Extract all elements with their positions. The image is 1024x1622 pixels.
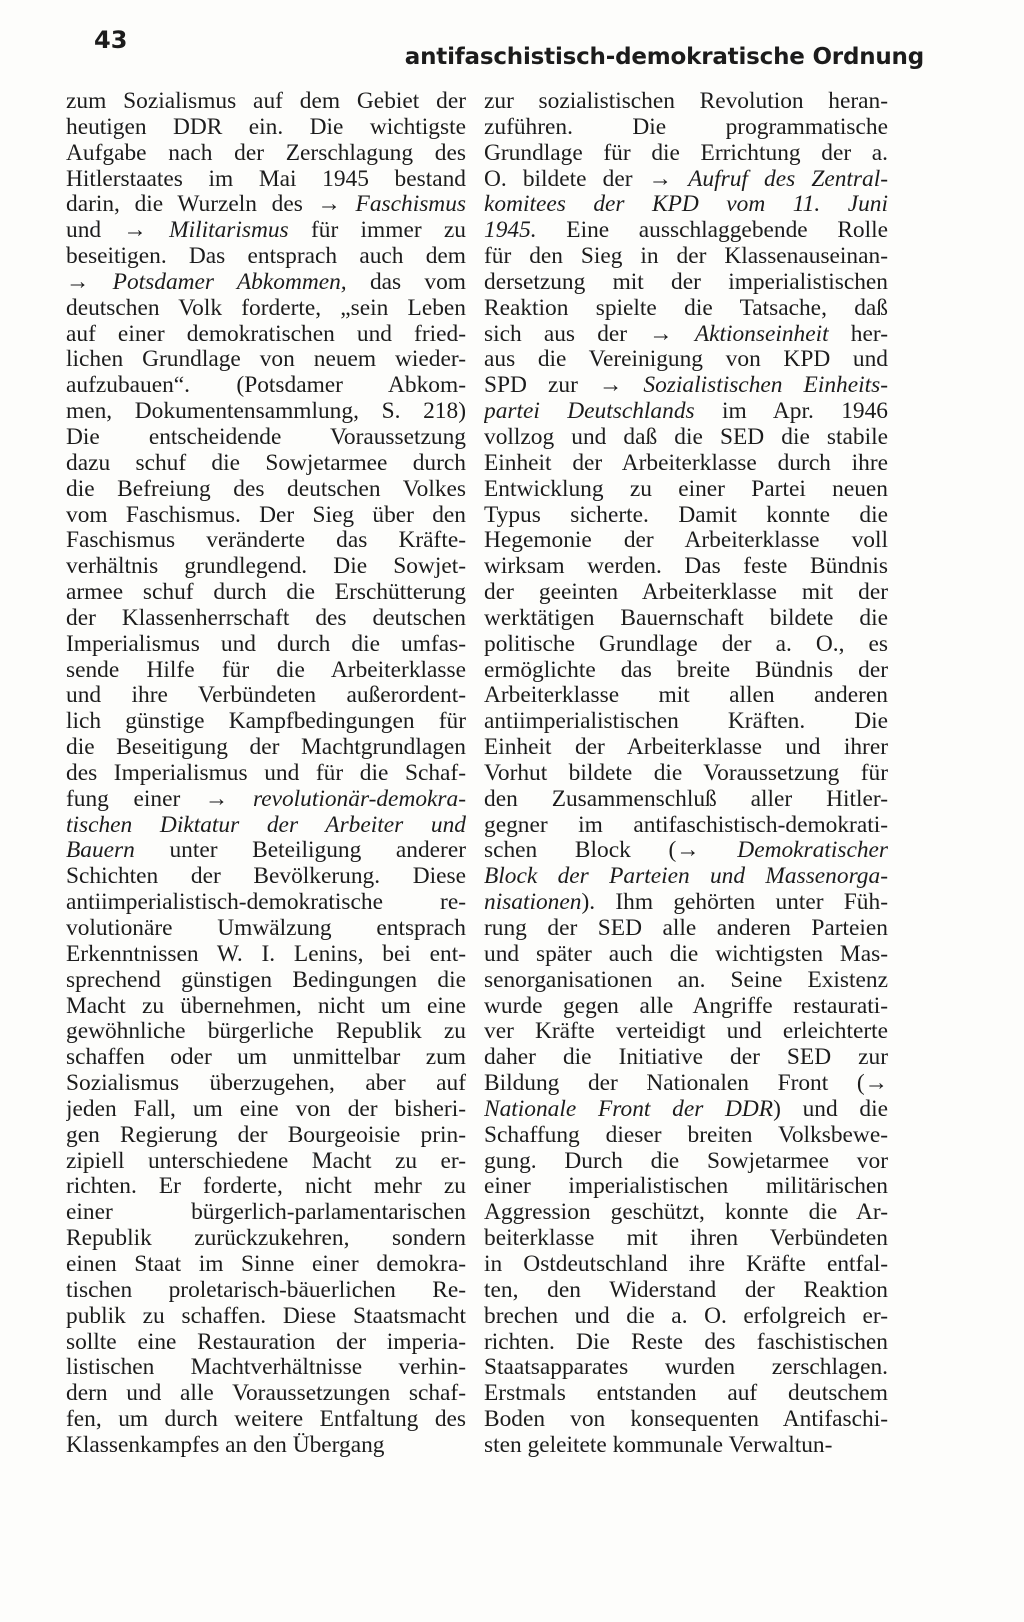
text-segment: und → (66, 218, 170, 244)
text-line (66, 813, 466, 839)
text-line (66, 916, 466, 942)
text-line (66, 192, 466, 218)
cross-reference-text: Block der Parteien und Massenorga- (484, 864, 888, 890)
text-line (66, 864, 466, 890)
text-line (66, 787, 466, 813)
text-segment: zipiell unterschiedene Macht zu er- (66, 1148, 466, 1174)
text-segment: die Befreiung des deutschen Volkes (66, 476, 466, 502)
text-segment: Klassenkampfes an den Übergang (66, 1432, 385, 1458)
text-line (66, 218, 466, 244)
text-line (484, 1226, 888, 1252)
text-segment: lichen Grundlage von neuem wieder- (66, 347, 466, 373)
text-segment: richten. Er forderte, nicht mehr zu (66, 1174, 466, 1200)
text-line (66, 1123, 466, 1149)
running-head: antifaschistisch-demokratische Ordnung (404, 44, 924, 70)
text-line (66, 1019, 466, 1045)
text-line (484, 347, 888, 373)
text-line (484, 1330, 888, 1356)
text-segment: verhältnis grundlegend. Die Sowjet- (66, 554, 466, 580)
text-line (66, 425, 466, 451)
text-segment: sten geleitete kommunale Verwaltun- (484, 1432, 833, 1458)
cross-reference-text: Sozialistischen Einheits- (643, 373, 888, 399)
text-segment: Vorhut bildete die Voraussetzung für (484, 760, 888, 786)
text-line (484, 864, 888, 890)
text-line (484, 322, 888, 348)
text-segment: aufzubauen“. (Potsdamer Abkom- (66, 373, 466, 399)
text-segment: ). Ihm gehörten unter Füh- (581, 890, 888, 916)
text-segment: und später auch die wichtigsten Mas- (484, 941, 888, 967)
text-line (484, 244, 888, 270)
cross-reference-text: tischen Diktatur der Arbeiter und (66, 812, 466, 838)
text-line (484, 1071, 888, 1097)
cross-reference-text: Aktionseinheit (694, 321, 829, 347)
text-line (484, 761, 888, 787)
cross-reference-text: Militarismus (169, 218, 289, 244)
text-segment: Einheit der Arbeiterklasse durch ihre (484, 450, 888, 476)
text-segment: zum Sozialismus auf dem Gebiet der (66, 89, 466, 114)
text-line (484, 1174, 888, 1200)
text-line (484, 787, 888, 813)
text-line (484, 554, 888, 580)
text-line (66, 1071, 466, 1097)
text-segment: → (66, 269, 113, 295)
text-line (66, 528, 466, 554)
text-line (66, 270, 466, 296)
text-segment: Einheit der Arbeiterklasse und ihrer (484, 735, 888, 761)
cross-reference-text: Demokratischer (737, 838, 888, 864)
text-line (66, 1433, 466, 1459)
text-line (484, 141, 888, 167)
text-line (66, 347, 466, 373)
text-segment: daher die Initiative der SED zur (484, 1045, 888, 1071)
text-line (484, 425, 888, 451)
text-segment: listischen Machtverhältnisse verhin- (66, 1355, 466, 1381)
text-line (66, 1174, 466, 1200)
text-line (484, 167, 888, 193)
text-segment: beseitigen. Das entsprach auch dem (66, 244, 466, 270)
text-line (66, 1200, 466, 1226)
text-segment: Republik zurückzukehren, sondern (66, 1226, 466, 1252)
text-segment: gegner im antifaschistisch-demokrati- (484, 812, 888, 838)
text-segment: Arbeiterklasse mit allen anderen (484, 683, 888, 709)
text-segment: tischen proletarisch-bäuerlichen Re- (66, 1277, 466, 1303)
text-segment: Reaktion spielte die Tatsache, daß (484, 295, 888, 321)
text-segment: den Zusammenschluß aller Hitler- (484, 786, 888, 812)
text-segment: darin, die Wurzeln des → (66, 192, 356, 218)
text-line (66, 1381, 466, 1407)
text-segment: Eine ausschlaggebende Rolle (536, 218, 888, 244)
text-segment: antiimperialistisch-demokratische re- (66, 890, 466, 916)
text-line (66, 322, 466, 348)
text-segment: ) und die (773, 1096, 888, 1122)
text-line (484, 942, 888, 968)
text-segment: in Ostdeutschland ihre Kräfte entfal- (484, 1251, 888, 1277)
text-line (484, 270, 888, 296)
text-line (66, 942, 466, 968)
text-column-left (66, 89, 466, 1459)
text-line (66, 709, 466, 735)
text-segment: volutionäre Umwälzung entsprach (66, 916, 466, 941)
text-segment: beiterklasse mit ihren Verbündeten (484, 1226, 888, 1252)
text-segment: der geeinten Arbeiterklasse mit der (484, 580, 888, 606)
cross-reference-text: Aufruf des Zentral- (688, 166, 888, 192)
text-line (484, 813, 888, 839)
text-line (66, 89, 466, 115)
text-line (484, 1407, 888, 1433)
text-segment: fung einer → (66, 786, 253, 812)
cross-reference-text: Nationale Front der DDR (484, 1096, 774, 1122)
text-segment: Schichten der Bevölkerung. Diese (66, 864, 466, 890)
cross-reference-text: Faschismus (355, 192, 466, 218)
text-segment: Aggression geschützt, konnte die Ar- (484, 1200, 888, 1226)
text-line (484, 1045, 888, 1071)
text-segment: schaffen oder um unmittelbar zum (66, 1045, 466, 1071)
text-line (66, 658, 466, 684)
text-segment: SPD zur → (484, 373, 644, 399)
text-segment: armee schuf durch die Erschütterung (66, 580, 466, 606)
text-segment: dern und alle Voraussetzungen schaf- (66, 1381, 466, 1407)
text-line (66, 994, 466, 1020)
text-segment: Grundlage für die Errichtung der a. (484, 140, 888, 166)
text-line (484, 1097, 888, 1123)
text-segment: ver Kräfte verteidigt und erleichterte (484, 1019, 888, 1045)
text-segment: die Beseitigung der Machtgrundlagen (66, 735, 466, 761)
text-line (66, 399, 466, 425)
text-line (484, 89, 888, 115)
text-line (484, 192, 888, 218)
text-line (66, 890, 466, 916)
text-segment: rung der SED alle anderen Parteien (484, 916, 888, 941)
text-line (484, 218, 888, 244)
text-segment: für den Sieg in der Klassenauseinan- (484, 244, 888, 270)
text-segment: sich aus der → (484, 321, 695, 347)
text-segment: für immer zu (288, 218, 466, 244)
text-segment: fen, um durch weitere Entfaltung des (66, 1407, 466, 1433)
text-line (484, 1252, 888, 1278)
text-line (66, 580, 466, 606)
text-line (66, 1330, 466, 1356)
text-segment: sprechend günstigen Bedingungen die (66, 967, 466, 993)
text-segment: Entwicklung zu einer Partei neuen (484, 476, 888, 502)
text-line (66, 167, 466, 193)
text-segment: Schaffung dieser breiten Volksbewe- (484, 1122, 888, 1148)
text-line (66, 451, 466, 477)
text-segment: das vom (346, 269, 466, 295)
text-segment: einer imperialistischen militärischen (484, 1174, 888, 1200)
page-number: 43 (94, 26, 128, 54)
text-segment: deutschen Volk forderte, „sein Leben (66, 295, 466, 321)
text-line (66, 632, 466, 658)
text-segment: richten. Die Reste des faschistischen (484, 1329, 888, 1355)
text-line (484, 399, 888, 425)
text-line (484, 838, 888, 864)
text-segment: dazu schuf die Sowjetarmee durch (66, 450, 466, 476)
text-line (66, 554, 466, 580)
text-line (484, 503, 888, 529)
text-segment: politische Grundlage der a. O., es (484, 631, 888, 657)
text-line (484, 528, 888, 554)
text-line (66, 1226, 466, 1252)
text-line (66, 1278, 466, 1304)
text-line (484, 1149, 888, 1175)
text-line (484, 709, 888, 735)
text-segment: sende Hilfe für die Arbeiterklasse (66, 657, 466, 683)
text-segment: unter Beteiligung anderer (134, 838, 466, 864)
text-segment: Hegemonie der Arbeiterklasse voll (484, 528, 888, 554)
text-segment: schen Block (→ (484, 838, 738, 864)
text-line (484, 683, 888, 709)
text-line (484, 606, 888, 632)
text-line (484, 451, 888, 477)
text-segment: wurde gegen alle Angriffe restaurati- (484, 993, 888, 1019)
text-segment: men, Dokumentensammlung, S. 218) (66, 399, 466, 425)
text-segment: einen Staat im Sinne einer demokra- (66, 1251, 466, 1277)
text-segment: Faschismus veränderte das Kräfte- (66, 528, 466, 554)
text-line (484, 890, 888, 916)
text-line (66, 1355, 466, 1381)
text-line (484, 477, 888, 503)
text-segment: vom Faschismus. Der Sieg über den (66, 502, 466, 528)
text-line (66, 838, 466, 864)
text-line (66, 735, 466, 761)
text-line (66, 503, 466, 529)
text-line (66, 1149, 466, 1175)
text-column-right (484, 89, 888, 1459)
cross-reference-text: partei Deutschlands (484, 399, 695, 425)
cross-reference-text: komitees der KPD vom 11. Juni (484, 192, 888, 218)
text-segment: heutigen DDR ein. Die wichtigste (66, 114, 466, 140)
text-line (484, 632, 888, 658)
text-line (66, 761, 466, 787)
text-line (66, 373, 466, 399)
text-line (484, 580, 888, 606)
text-line (484, 115, 888, 141)
text-segment: Bildung der Nationalen Front (→ (484, 1071, 888, 1097)
text-segment: gewöhnliche bürgerliche Republik zu (66, 1019, 466, 1045)
text-line (484, 1200, 888, 1226)
text-line (484, 1381, 888, 1407)
text-segment: her- (828, 321, 888, 347)
text-segment: Staatsapparates wurden zerschlagen. (484, 1355, 888, 1381)
cross-reference-text: Potsdamer Abkommen, (112, 269, 347, 295)
cross-reference-text: Bauern (66, 838, 135, 864)
text-segment: Die entscheidende Voraussetzung (66, 424, 466, 450)
text-line (66, 1252, 466, 1278)
text-segment: zur sozialistischen Revolution heran- (484, 89, 888, 114)
text-line (484, 1278, 888, 1304)
text-segment: Erkenntnissen W. I. Lenins, bei ent- (66, 941, 466, 967)
text-line (484, 735, 888, 761)
text-line (66, 296, 466, 322)
text-line (66, 1045, 466, 1071)
text-segment: und ihre Verbündeten außerordent- (66, 683, 466, 709)
text-line (66, 141, 466, 167)
text-line (66, 968, 466, 994)
text-line (484, 1019, 888, 1045)
text-segment: sollte eine Restauration der imperia- (66, 1329, 466, 1355)
text-line (484, 916, 888, 942)
text-segment: Macht zu übernehmen, nicht um eine (66, 993, 466, 1019)
text-segment: werktätigen Bauernschaft bildete die (484, 605, 888, 631)
text-segment: auf einer demokratischen und fried- (66, 321, 466, 347)
text-segment: senorganisationen an. Seine Existenz (484, 967, 888, 993)
text-line (484, 1123, 888, 1149)
text-segment: wirksam werden. Das feste Bündnis (484, 554, 888, 580)
text-segment: einer bürgerlich-parlamentarischen (66, 1200, 466, 1226)
text-segment: im Apr. 1946 (694, 399, 888, 425)
text-line (484, 658, 888, 684)
text-segment: antiimperialistischen Kräften. Die (484, 709, 888, 735)
text-segment: Hitlerstaates im Mai 1945 bestand (66, 166, 466, 192)
text-segment: Erstmals entstanden auf deutschem (484, 1381, 888, 1407)
text-segment: Sozialismus überzugehen, aber auf (66, 1071, 466, 1097)
text-segment: ten, den Widerstand der Reaktion (484, 1277, 888, 1303)
text-segment: gen Regierung der Bourgeoisie prin- (66, 1122, 466, 1148)
text-segment: vollzog und daß die SED die stabile (484, 424, 888, 450)
text-segment: Aufgabe nach der Zerschlagung des (66, 140, 466, 166)
text-line (66, 1407, 466, 1433)
text-line (66, 606, 466, 632)
text-segment: der Klassenherrschaft des deutschen (66, 605, 466, 631)
cross-reference-text: 1945. (484, 218, 537, 244)
text-line (484, 968, 888, 994)
text-line (66, 244, 466, 270)
text-segment: zuführen. Die programmatische (484, 114, 888, 140)
text-segment: Imperialismus und durch die umfas- (66, 631, 466, 657)
text-line (66, 477, 466, 503)
cross-reference-text: nisationen (484, 890, 582, 916)
text-segment: jeden Fall, um eine von der bisheri- (66, 1096, 466, 1122)
text-segment: gung. Durch die Sowjetarmee vor (484, 1148, 888, 1174)
cross-reference-text: revolutionär-demokra- (252, 786, 466, 812)
text-segment: publik zu schaffen. Diese Staatsmacht (66, 1303, 466, 1329)
text-line (484, 373, 888, 399)
text-segment: brechen und die a. O. erfolgreich er- (484, 1303, 888, 1329)
text-line (484, 994, 888, 1020)
text-segment: O. bildete der → (484, 166, 689, 192)
text-line (66, 683, 466, 709)
text-line (484, 1304, 888, 1330)
text-segment: Typus sicherte. Damit konnte die (484, 502, 888, 528)
text-segment: aus die Vereinigung von KPD und (484, 347, 888, 373)
text-line (66, 1304, 466, 1330)
text-line (484, 1355, 888, 1381)
text-line (484, 296, 888, 322)
text-line (66, 115, 466, 141)
text-line (66, 1097, 466, 1123)
text-line (484, 1433, 888, 1459)
text-segment: Boden von konsequenten Antifaschi- (484, 1407, 888, 1433)
text-segment: des Imperialismus und für die Schaf- (66, 760, 466, 786)
text-segment: dersetzung mit der imperialistischen (484, 269, 888, 295)
text-segment: ermöglichte das breite Bündnis der (484, 657, 888, 683)
text-segment: lich günstige Kampfbedingungen für (66, 709, 466, 735)
